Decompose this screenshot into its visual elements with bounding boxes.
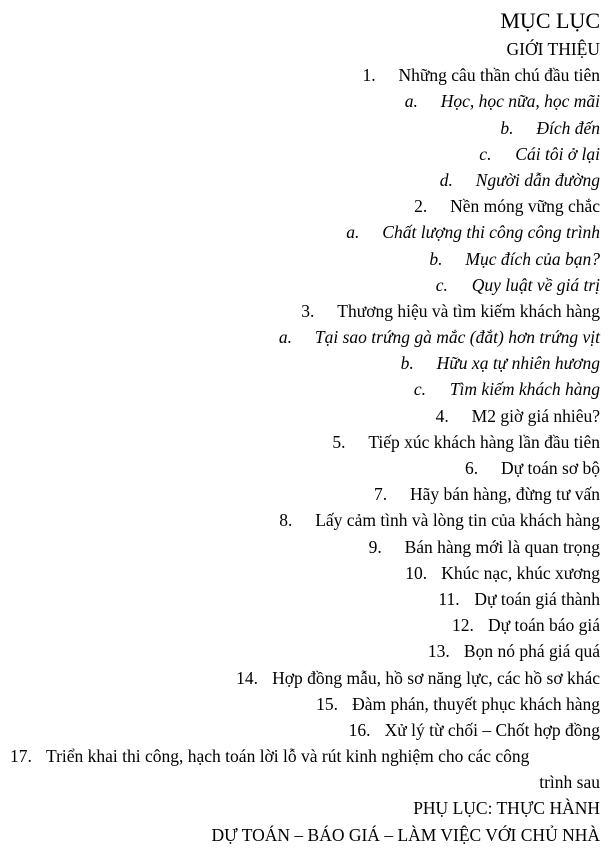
toc-item-marker: 7. <box>373 484 388 505</box>
toc-item-marker: a. <box>404 91 418 112</box>
toc-item-marker: 4. <box>435 405 449 426</box>
toc-item <box>0 481 600 507</box>
toc-item <box>0 141 600 167</box>
toc-item <box>0 638 600 664</box>
toc-item <box>0 62 600 88</box>
toc-item <box>0 193 600 219</box>
toc-item-text: Chất lượng thi công công trình <box>382 222 600 243</box>
toc-item-marker: 13. <box>427 641 450 662</box>
toc-item-text: Lấy cảm tình và lòng tin của khách hàng <box>315 510 600 531</box>
toc-list <box>0 62 600 743</box>
toc-item-marker: d. <box>439 169 453 190</box>
toc-item-text: Thương hiệu và tìm kiếm khách hàng <box>337 300 600 321</box>
toc-item-marker: 17. <box>10 746 32 767</box>
toc-item-17 <box>0 743 600 769</box>
toc-item <box>0 403 600 429</box>
toc-item <box>0 429 600 455</box>
toc-item <box>0 717 600 743</box>
toc-item <box>0 298 600 324</box>
toc-item-text: Xử lý từ chối – Chốt hợp đồng <box>384 719 600 740</box>
toc-item-marker: b. <box>500 117 514 138</box>
toc-item <box>0 507 600 533</box>
toc-item-text: Bọn nó phá giá quá <box>463 641 600 662</box>
toc-item-text: Những câu thần chú đầu tiên <box>398 65 600 86</box>
toc-item-marker: 15. <box>316 693 339 714</box>
toc-item-marker: b. <box>429 248 443 269</box>
toc-item-marker: 10. <box>405 562 428 583</box>
toc-item-marker: 3. <box>301 300 315 321</box>
toc-item-text: Bán hàng mới là quan trọng <box>404 536 600 557</box>
toc-item-text: Đích đến <box>536 117 600 138</box>
toc-item <box>0 350 600 376</box>
toc-item <box>0 272 600 298</box>
toc-item <box>0 586 600 612</box>
toc-item-text: Triển khai thi công, hạch toán lời lỗ và rút kinh nghiệm cho các công <box>46 746 530 767</box>
appendix-subheading: DỰ TOÁN – BÁO GIÁ – LÀM VIỆC VỚI CHỦ NHÀ <box>211 824 600 845</box>
toc-item-marker: 5. <box>332 431 346 452</box>
toc-item <box>0 534 600 560</box>
toc-item-text: Dự toán sơ bộ <box>501 458 600 478</box>
toc-item-marker: 16. <box>348 719 371 740</box>
toc-item-text: Dự toán giá thành <box>474 588 600 609</box>
toc-item-marker: c. <box>479 143 492 164</box>
toc-item-text: Hợp đồng mẫu, hồ sơ năng lực, các hồ sơ khác <box>272 667 600 688</box>
toc-item-text: Dự toán báo giá <box>487 615 600 636</box>
toc-item-marker: 2. <box>414 196 428 217</box>
toc-item-text: Nền móng vững chắc <box>450 196 600 217</box>
toc-item <box>0 219 600 245</box>
toc-item-text: Tìm kiếm khách hàng <box>449 379 600 400</box>
toc-item-marker: 1. <box>362 65 376 86</box>
toc-item <box>0 88 600 114</box>
toc-item-marker: a. <box>346 222 360 243</box>
toc-item-text: Hãy bán hàng, đừng tư vấn <box>409 484 600 505</box>
toc-item-marker: c. <box>413 379 426 400</box>
toc-item-marker: a. <box>278 327 293 348</box>
appendix-heading: PHỤ LỤC: THỰC HÀNH <box>413 798 600 819</box>
toc-item-marker: 11. <box>438 588 460 609</box>
toc-item <box>0 324 600 350</box>
toc-item-text: Hữu xạ tự nhiên hương <box>436 353 600 374</box>
toc-item-marker: 9. <box>368 536 382 557</box>
toc-item <box>0 455 600 481</box>
toc-item-marker: 8. <box>279 510 293 531</box>
toc-item <box>0 376 600 402</box>
toc-item-17-continuation: trình sau <box>539 772 600 793</box>
toc-item-text: Tại sao trứng gà mắc (đắt) hơn trứng vịt <box>314 327 600 348</box>
toc-item <box>0 167 600 193</box>
toc-item-text: Đàm phán, thuyết phục khách hàng <box>352 693 600 714</box>
toc-item-text: Học, học nữa, học mãi <box>440 91 600 112</box>
toc-item-text: Tiếp xúc khách hàng lần đầu tiên <box>368 431 600 452</box>
toc-item-marker: 14. <box>236 667 258 688</box>
toc-item <box>0 560 600 586</box>
toc-item-text: Quy luật về giá trị <box>471 274 600 295</box>
toc-item <box>0 612 600 638</box>
toc-item-text: M2 giờ giá nhiêu? <box>471 405 600 426</box>
toc-item-text: Người dẫn đường <box>475 169 600 190</box>
toc-item-text: Khúc nạc, khúc xương <box>441 562 600 583</box>
page-title: MỤC LỤC <box>500 8 600 33</box>
toc-item-text: Mục đích của bạn? <box>465 248 600 269</box>
toc-item-marker: 6. <box>465 458 479 478</box>
toc-item-text: Cái tôi ở lại <box>515 143 600 164</box>
toc-item-marker: 12. <box>451 615 474 636</box>
toc-item <box>0 665 600 691</box>
toc-item <box>0 691 600 717</box>
toc-item-marker: b. <box>400 353 414 374</box>
table-of-contents <box>0 6 600 848</box>
intro-heading: GIỚI THIỆU <box>506 39 600 59</box>
toc-item-marker: c. <box>435 274 448 295</box>
toc-item <box>0 246 600 272</box>
toc-item <box>0 115 600 141</box>
